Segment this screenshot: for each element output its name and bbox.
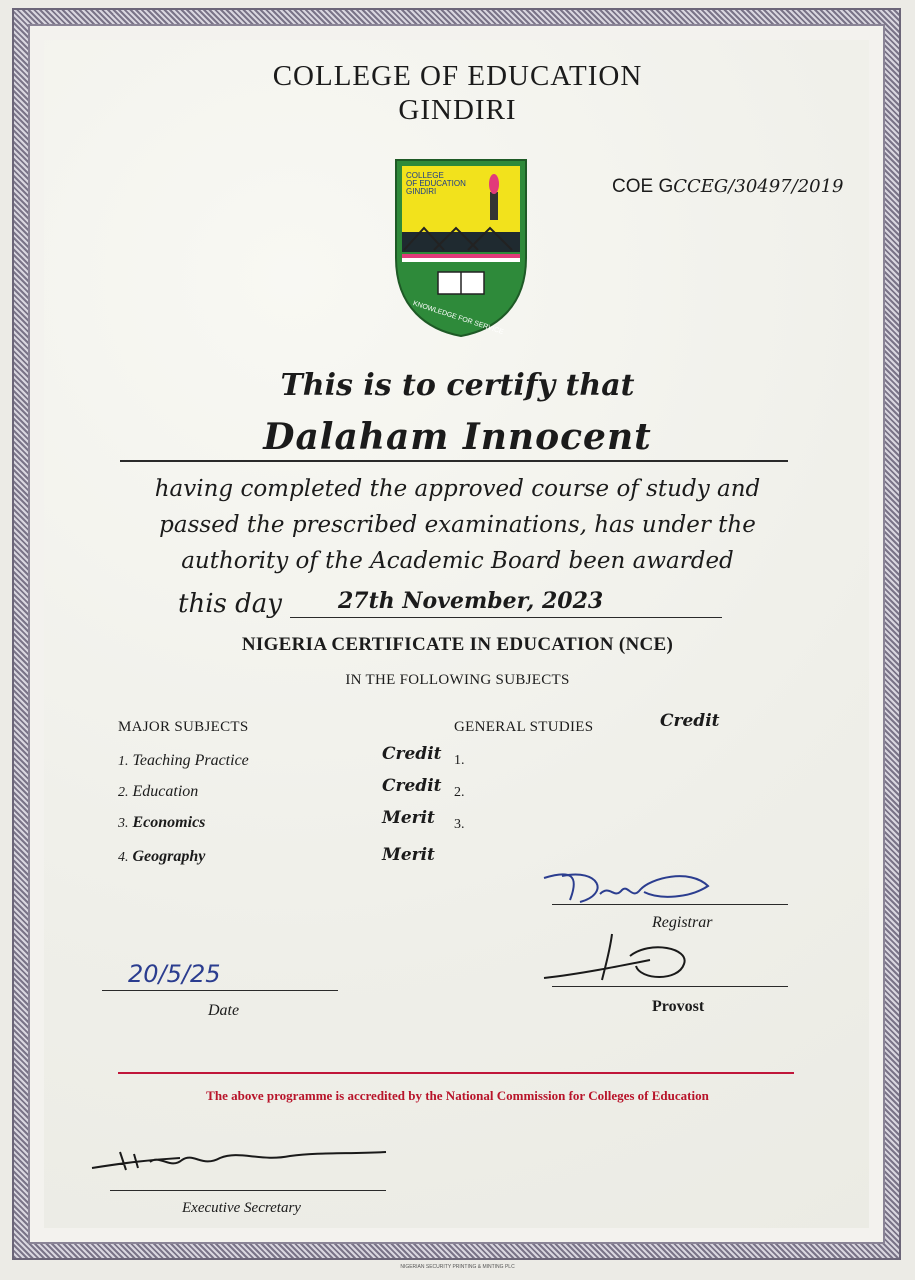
subjects-intro: IN THE FOLLOWING SUBJECTS — [345, 672, 570, 688]
svg-text:KNOWLEDGE FOR SERVICE: KNOWLEDGE FOR SERVICE — [411, 300, 505, 337]
subject-grade: Credit — [382, 776, 442, 796]
executive-secretary-signature — [90, 1140, 390, 1180]
executive-secretary-label: Executive Secretary — [182, 1200, 301, 1216]
major-subject-row — [118, 814, 205, 832]
name-underline — [120, 460, 788, 462]
subject-grade: Merit — [382, 808, 435, 828]
executive-secretary-line — [110, 1190, 386, 1191]
recipient-name: Dalaham Innocent — [263, 416, 652, 458]
this-day-label: this day — [178, 589, 282, 619]
major-subject-row — [118, 848, 205, 866]
subject-number: 4. — [118, 850, 129, 865]
accreditation-notice: The above programme is accredited by the National Commission for Colleges of Education — [206, 1088, 709, 1103]
subject-name: Teaching Practice — [132, 752, 249, 769]
college-crest-logo — [394, 158, 528, 338]
subject-number: 2. — [118, 785, 129, 800]
reference-printed: COE G — [612, 176, 674, 197]
institution-location: GINDIRI — [398, 94, 517, 126]
certify-intro: This is to certify that — [280, 368, 635, 403]
subject-grade: Merit — [382, 845, 435, 865]
general-studies-item: 1. — [454, 753, 465, 768]
subject-grade: Credit — [382, 744, 442, 764]
accreditation-rule — [118, 1072, 794, 1074]
provost-signature — [540, 930, 710, 986]
body-line-3: authority of the Academic Board been awarded — [181, 548, 734, 574]
subject-number: 3. — [118, 816, 129, 831]
general-studies-item: 3. — [454, 817, 465, 832]
certificate-reference — [612, 176, 844, 198]
subject-name: Economics — [132, 814, 206, 831]
svg-text:GINDIRI: GINDIRI — [406, 187, 437, 196]
subject-name: Education — [132, 783, 199, 800]
printer-imprint: NIGERIAN SECURITY PRINTING & MINTING PLC — [400, 1264, 515, 1270]
major-subject-row — [118, 783, 198, 801]
major-subjects-header: MAJOR SUBJECTS — [118, 719, 249, 735]
award-title: NIGERIA CERTIFICATE IN EDUCATION (NCE) — [241, 634, 674, 655]
svg-text:OF EDUCATION: OF EDUCATION — [406, 179, 466, 188]
subject-name: Geography — [132, 848, 206, 865]
provost-label: Provost — [652, 998, 705, 1015]
provost-line — [552, 986, 788, 987]
major-subject-row — [118, 752, 249, 770]
date-label: Date — [208, 1002, 240, 1019]
signed-date: 20/5/25 — [128, 960, 221, 988]
general-studies-grade: Credit — [660, 711, 720, 731]
award-date: 27th November, 2023 — [338, 588, 604, 614]
date-signature-line — [102, 990, 338, 991]
body-line-1: having completed the approved course of study and — [154, 476, 761, 502]
general-studies-item: 2. — [454, 785, 465, 800]
institution-name: COLLEGE OF EDUCATION — [272, 60, 643, 92]
crest-text: COLLEGE — [406, 171, 444, 180]
registrar-line — [552, 904, 788, 905]
subject-number: 1. — [118, 754, 129, 769]
reference-handwritten: CCEG/30497/2019 — [673, 176, 844, 197]
registrar-label: Registrar — [652, 914, 713, 931]
body-line-2: passed the prescribed examinations, has under the — [159, 512, 756, 538]
date-underline — [290, 617, 722, 618]
general-studies-header: GENERAL STUDIES — [454, 719, 594, 735]
